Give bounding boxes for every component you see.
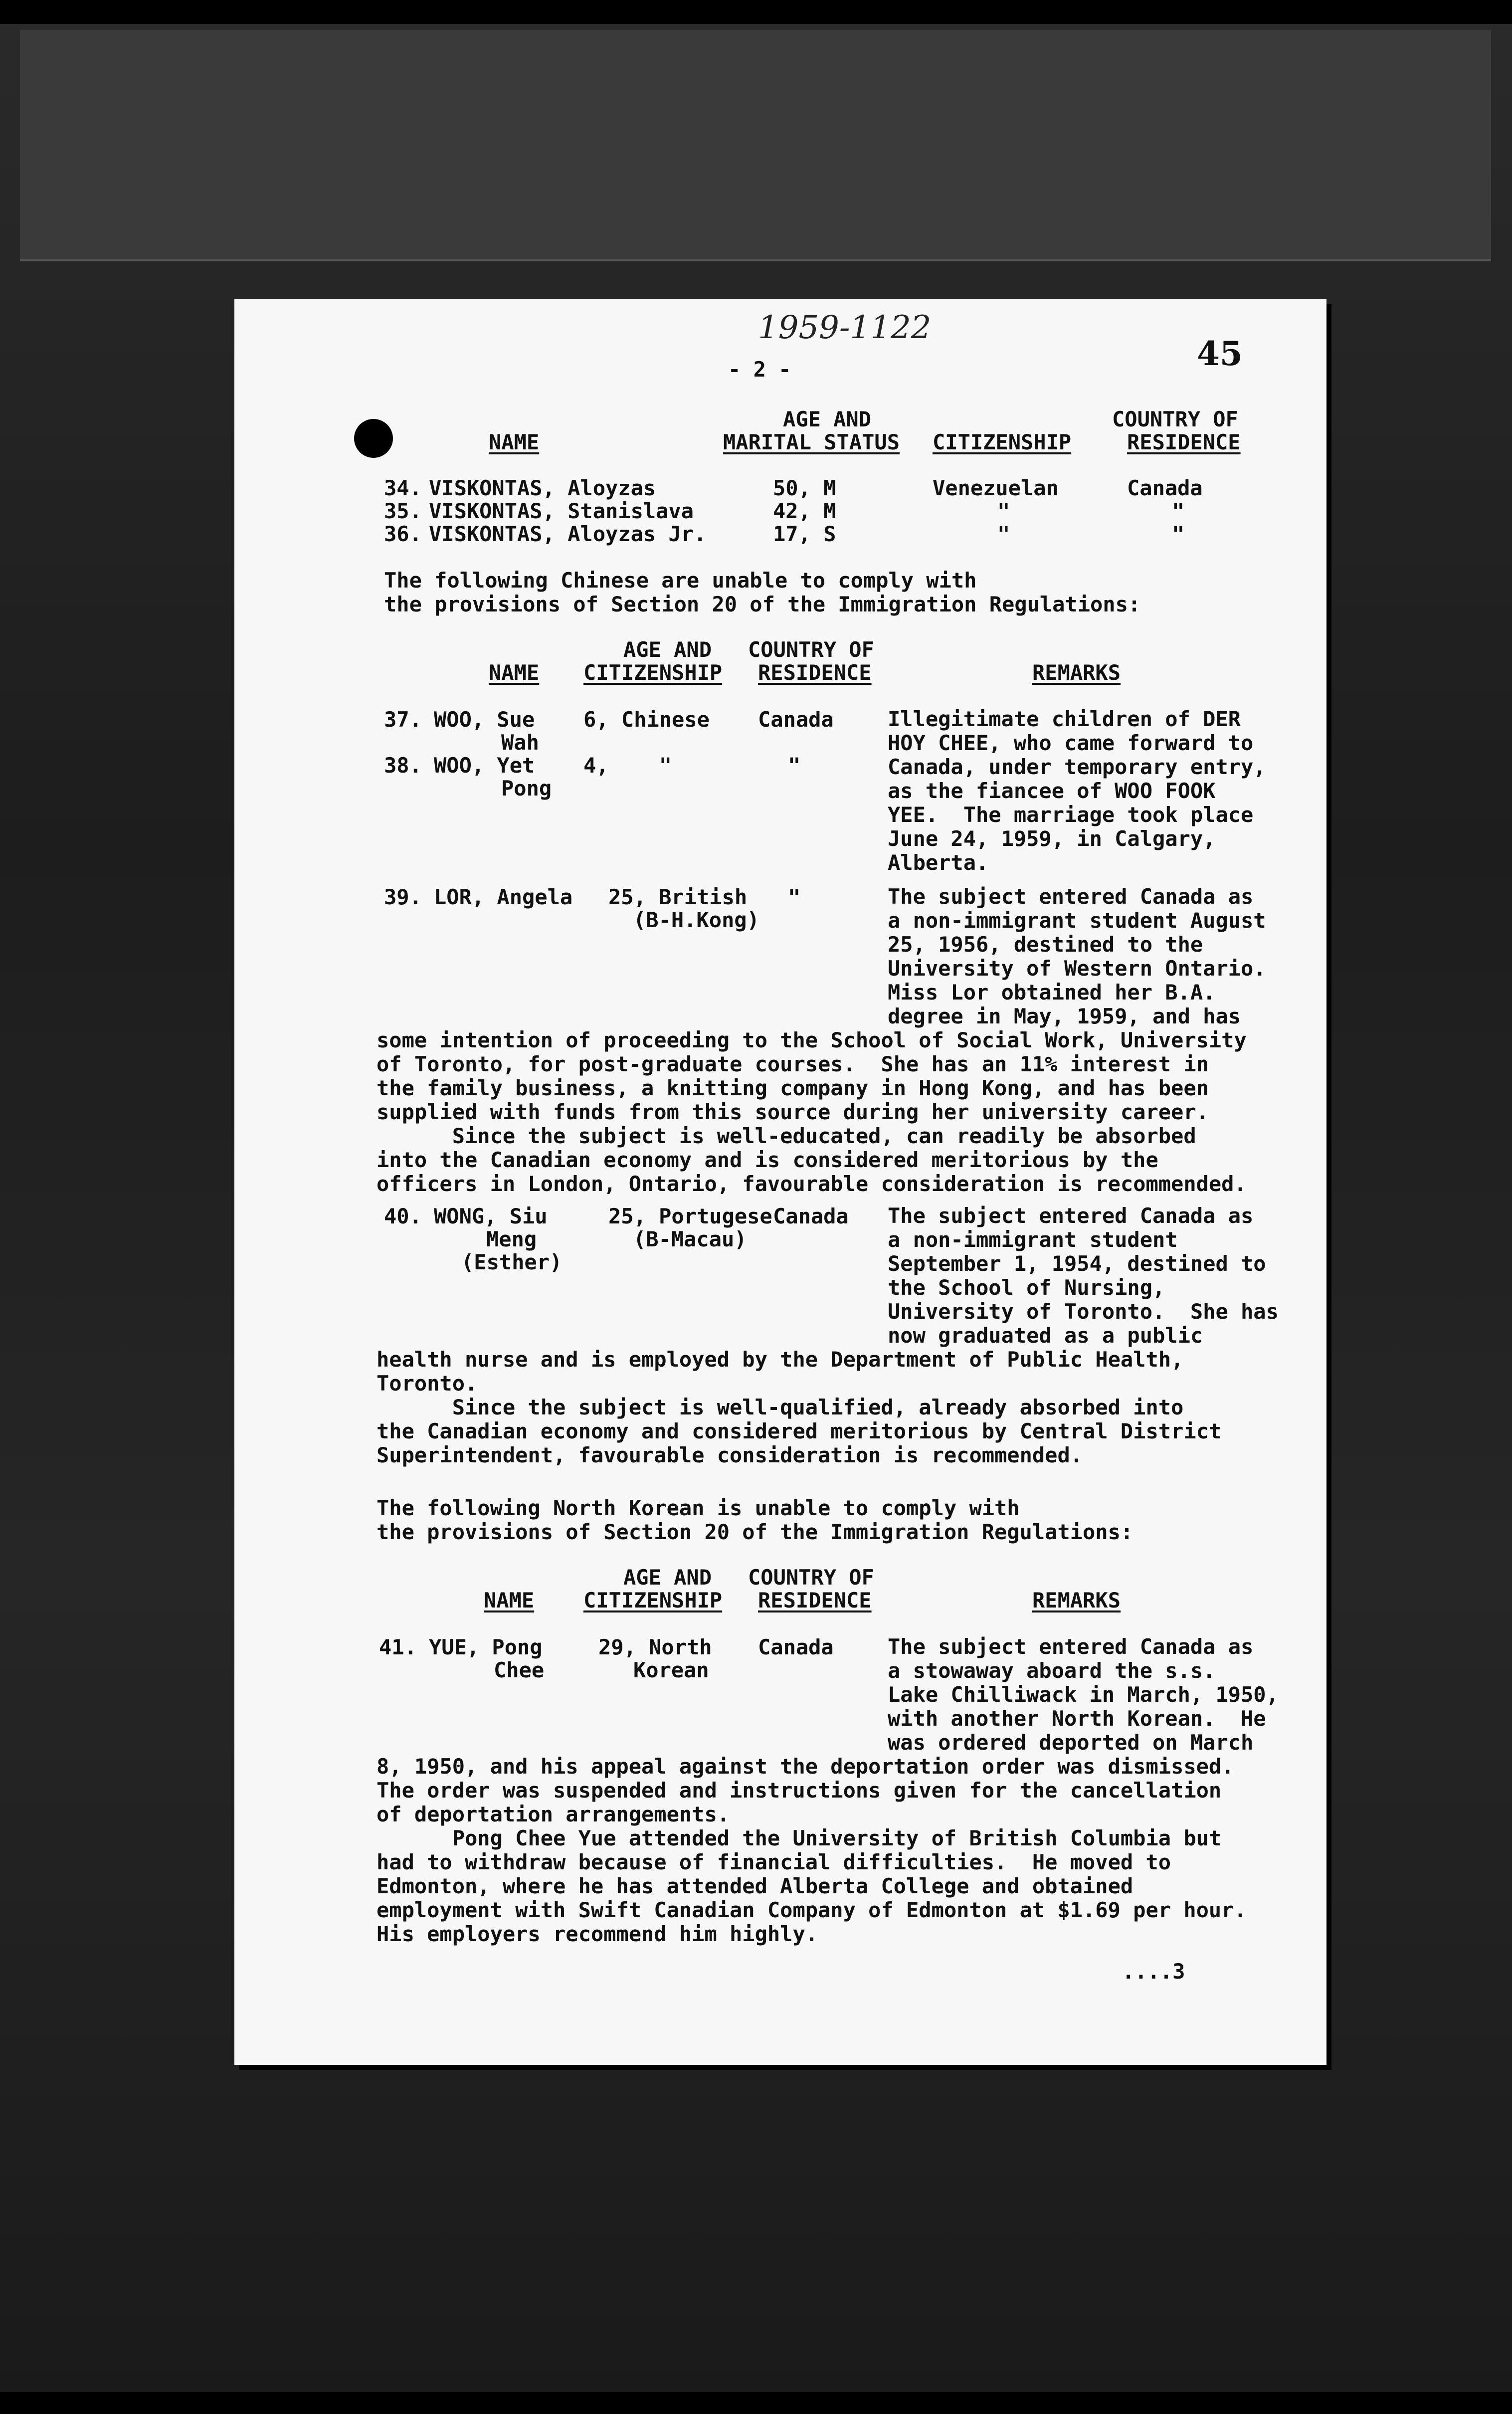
row-citizenship: " — [997, 499, 1010, 523]
row-number: 36. — [384, 522, 422, 546]
t3-header-age-l1: AGE AND — [623, 1565, 712, 1590]
row-age-citizenship-cont: (B-Macau) — [633, 1227, 747, 1251]
scan-top-edge — [0, 0, 1512, 24]
row-name-cont: Pong — [501, 776, 552, 801]
row-name: YUE, Pong — [429, 1635, 543, 1659]
row-number: 39. — [384, 885, 422, 909]
t3-header-country-l2: RESIDENCE — [758, 1588, 872, 1612]
t1-header-age-l1: AGE AND — [783, 407, 872, 431]
row-residence: " — [788, 753, 801, 778]
t1-header-country-l1: COUNTRY OF — [1112, 407, 1238, 431]
row-residence: " — [788, 885, 801, 909]
row-name: WOO, Yet — [434, 753, 535, 778]
row-age-citizenship: 25, Portugese — [608, 1204, 772, 1228]
t1-header-name: NAME — [489, 430, 540, 454]
row-age-citizenship: 6, Chinese — [583, 707, 710, 732]
remarks-40: The subject entered Canada as a non-immigrant student September 1, 1954, destined to the School of Nursing, University of Toronto. She has now graduated as a public — [888, 1204, 1279, 1348]
row-age-citizenship: 29, North — [598, 1635, 712, 1659]
t2-header-name: NAME — [489, 660, 540, 685]
row-citizenship: Venezuelan — [933, 476, 1059, 500]
row-name: WONG, Siu — [434, 1204, 548, 1228]
row-name-cont: Meng — [486, 1227, 537, 1251]
row-name: WOO, Sue — [434, 707, 535, 732]
t3-header-country-l1: COUNTRY OF — [748, 1565, 874, 1590]
row-age-citizenship: 4, " — [583, 753, 672, 778]
row-name: VISKONTAS, Aloyzas — [429, 476, 656, 500]
remarks-41-cont: 8, 1950, and his appeal against the deportation order was dismissed. The order was suspended and instructions given for the cancellation of deportation arrangements. Pong Chee Yue attended the University of British Columbia but had to withdraw because of financial difficulties. He moved to Edmonton, where he has attended Alberta College and obtained employment with Swift Canadian Company of Edmonton at $1.69 per hour. His employers recommend him highly. — [377, 1754, 1247, 1946]
row-number: 41. — [379, 1635, 417, 1659]
page-marker: - 2 - — [728, 357, 791, 382]
row-name: LOR, Angela — [434, 885, 573, 909]
continuation-marker: ....3 — [1122, 1959, 1185, 1984]
row-age-status: 42, M — [773, 499, 836, 523]
row-age-citizenship-cont: (B-H.Kong) — [633, 908, 759, 932]
underlying-page — [20, 30, 1491, 261]
row-name: VISKONTAS, Aloyzas Jr. — [429, 522, 707, 546]
t2-header-age-l1: AGE AND — [623, 637, 712, 662]
t1-header-age-l2: MARITAL STATUS — [723, 430, 900, 454]
row-residence: Canada — [758, 1635, 834, 1659]
intro-chinese: The following Chinese are unable to comply with the provisions of Section 20 of the Immigration Regulations: — [384, 568, 1141, 616]
remarks-39-cont: some intention of proceeding to the School of Social Work, University of Toronto, for post-graduate courses. She has an 11% interest in the family business, a knitting company in Hong Kong, and has been supplied with funds from this source during her university career. Since the subject is well-educated, can readily be absorbed into the Canadian economy and is considered meritorious by the officers in London, Ontario, favourable consideration is recommended. — [377, 1028, 1247, 1196]
row-age-citizenship-cont: Korean — [633, 1658, 709, 1682]
page-number: 45 — [1197, 334, 1243, 373]
t2-header-country-l1: COUNTRY OF — [748, 637, 874, 662]
row-number: 34. — [384, 476, 422, 500]
row-number: 37. — [384, 707, 422, 732]
intro-korean: The following North Korean is unable to comply with the provisions of Section 20 of the Immigration Regulations: — [377, 1496, 1134, 1544]
remarks-40-cont: health nurse and is employed by the Department of Public Health, Toronto. Since the subject is well-qualified, already absorbed into the Canadian economy and considered meritorious by Central District Superintendent, favourable consideration is recommended. — [377, 1347, 1222, 1467]
t2-header-remarks: REMARKS — [1032, 660, 1121, 685]
handwritten-file-number: 1959-1122 — [758, 309, 932, 346]
row-name-alias: (Esther) — [461, 1250, 563, 1274]
row-residence: " — [1172, 499, 1185, 523]
row-citizenship: " — [997, 522, 1010, 546]
row-age-citizenship: 25, British — [608, 885, 748, 909]
t2-header-age-l2: CITIZENSHIP — [583, 660, 723, 685]
t2-header-country-l2: RESIDENCE — [758, 660, 872, 685]
row-number: 38. — [384, 753, 422, 778]
t1-header-country-l2: RESIDENCE — [1127, 430, 1241, 454]
t3-header-remarks: REMARKS — [1032, 1588, 1121, 1612]
t1-header-citizenship: CITIZENSHIP — [933, 430, 1072, 454]
remarks-39: The subject entered Canada as a non-immigrant student August 25, 1956, destined to the University of Western Ontario. Miss Lor obtained her B.A. degree in May, 1959, and has — [888, 884, 1266, 1028]
t3-header-name: NAME — [484, 1588, 535, 1612]
row-name: VISKONTAS, Stanislava — [429, 499, 694, 523]
row-number: 35. — [384, 499, 422, 523]
row-residence: Canada — [758, 707, 834, 732]
row-residence: Canada — [1127, 476, 1203, 500]
remarks-37-38: Illegitimate children of DER HOY CHEE, who came forward to Canada, under temporary entry, as the fiancee of WOO FOOK YEE. The marriage took place June 24, 1959, in Calgary, Alberta. — [888, 707, 1266, 875]
row-name-cont: Chee — [494, 1658, 545, 1682]
row-age-status: 50, M — [773, 476, 836, 500]
scan-bottom-edge — [0, 2392, 1512, 2414]
remarks-41: The subject entered Canada as a stowaway aboard the s.s. Lake Chilliwack in March, 1950, with another North Korean. He was ordered deported on March — [888, 1634, 1279, 1755]
document-page — [234, 299, 1326, 2065]
row-residence: Canada — [773, 1204, 849, 1228]
t3-header-age-l2: CITIZENSHIP — [583, 1588, 723, 1612]
row-number: 40. — [384, 1204, 422, 1228]
row-age-status: 17, S — [773, 522, 836, 546]
punch-hole — [354, 419, 393, 458]
row-name-cont: Wah — [501, 730, 539, 755]
row-residence: " — [1172, 522, 1185, 546]
